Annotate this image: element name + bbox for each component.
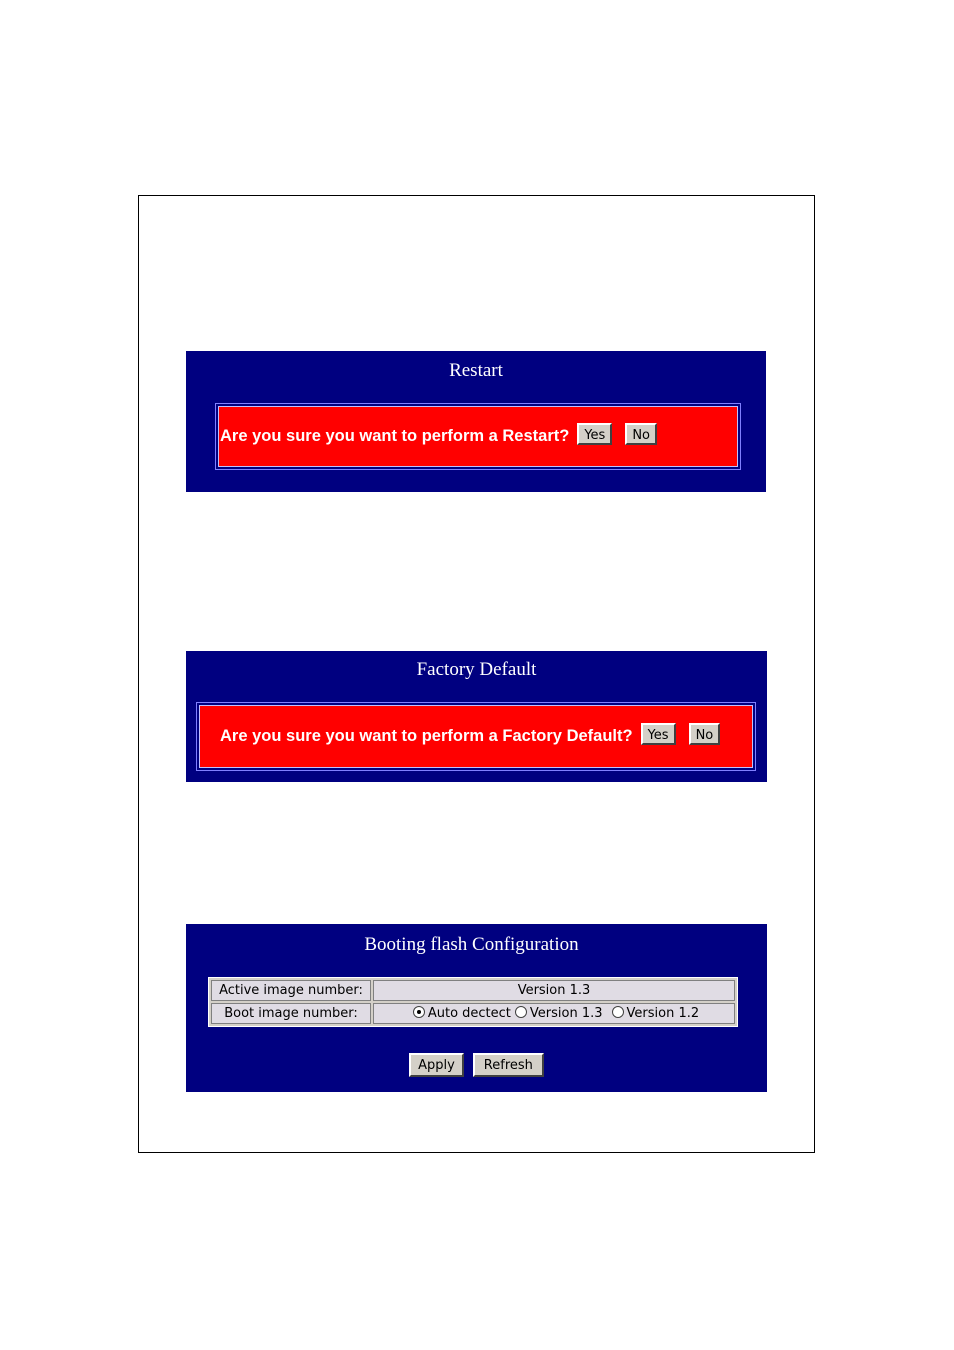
radio-version-1-2-label: Version 1.2 (626, 1006, 700, 1021)
factory-default-title: Factory Default (416, 659, 537, 680)
factory-default-no-button[interactable]: No (689, 723, 721, 745)
radio-version-1-3-label: Version 1.3 (529, 1006, 603, 1021)
refresh-button[interactable]: Refresh (473, 1053, 544, 1077)
restart-panel (186, 351, 766, 492)
radio-version-1-2[interactable] (612, 1006, 624, 1018)
restart-yes-button[interactable]: Yes (577, 423, 612, 445)
factory-default-yes-button[interactable]: Yes (641, 723, 676, 745)
restart-title: Restart (449, 360, 503, 381)
factory-default-question: Are you sure you want to perform a Factory Default? (220, 727, 633, 745)
factory-default-confirm-box (199, 705, 753, 768)
active-image-label: Active image number: (211, 980, 371, 1001)
restart-no-button[interactable]: No (625, 423, 657, 445)
radio-auto-detect-label: Auto dectect (427, 1006, 511, 1021)
booting-flash-buttons (186, 1053, 767, 1077)
table-row (211, 1003, 735, 1024)
table-row (211, 980, 735, 1001)
factory-default-panel (186, 651, 767, 782)
restart-question: Are you sure you want to perform a Restart? (220, 427, 570, 445)
booting-flash-title: Booting flash Configuration (364, 934, 579, 955)
active-image-value: Version 1.3 (373, 980, 735, 1001)
boot-image-label: Boot image number: (211, 1003, 371, 1024)
radio-auto-detect[interactable] (413, 1006, 425, 1018)
boot-image-options (373, 1003, 735, 1024)
booting-flash-table (208, 977, 738, 1027)
radio-version-1-3[interactable] (515, 1006, 527, 1018)
apply-button[interactable]: Apply (409, 1053, 464, 1077)
restart-confirm-box (218, 406, 738, 467)
booting-flash-panel (186, 924, 767, 1092)
